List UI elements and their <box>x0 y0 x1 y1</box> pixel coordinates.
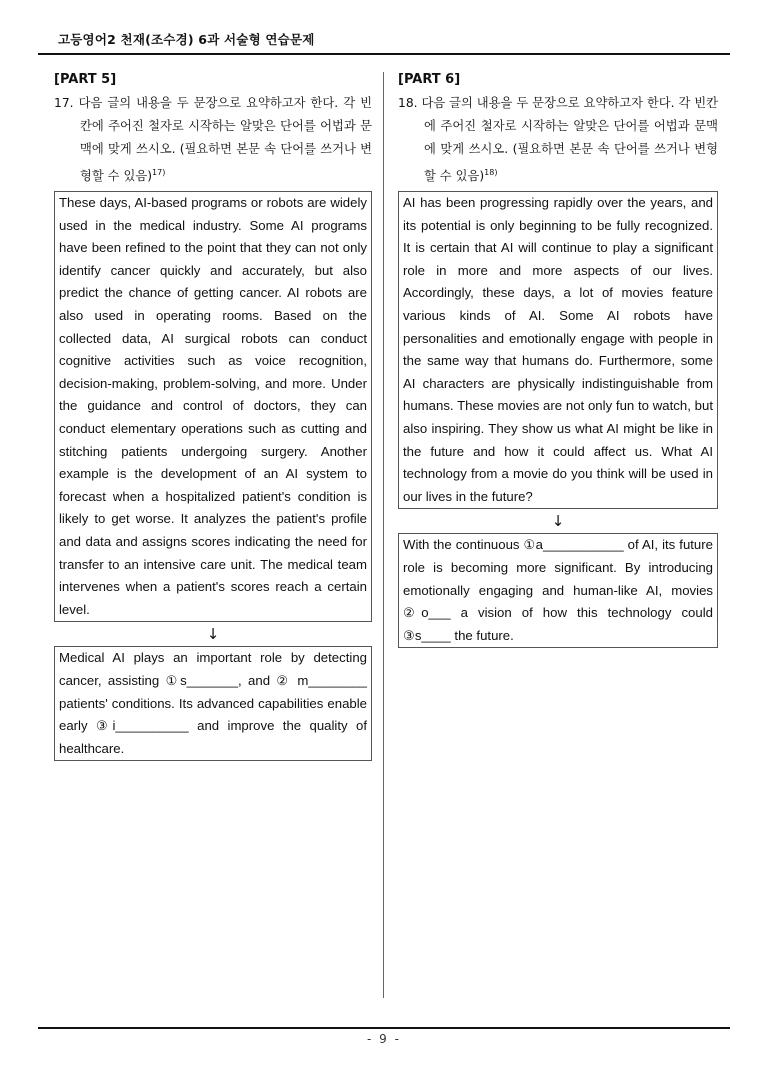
question-18-text: 18. 다음 글의 내용을 두 문장으로 요약하고자 한다. 각 빈칸에 주어진 철자로 시작하는 알맞은 단어를 어법과 문맥에 맞게 쓰시오. (필요하면 본문 속 단어를 쓰거나 변형할 수 있음) <box>398 96 718 184</box>
part5-column <box>54 70 372 761</box>
question-17 <box>54 92 372 188</box>
down-arrow-icon: ↓ <box>206 625 220 644</box>
part6-passage-box: AI has been progressing rapidly over the years, and its potential is only beginning to be fully recognized. It is certain that AI will continue to play a significant role in more and more aspects of our lives. Accordingly, these days, a lot of movies feature various kinds of AI. Some AI robots have personalities and emotionally engage with people in the same way that humans do. Furthermore, some AI characters are physically indistinguishable from humans. These movies are not only fun to watch, but also inspiring. They show us what AI might be like in the future and how it could affect us. What AI technology from a movie do you think will be used in our lives in the future? <box>398 191 718 509</box>
part5-label: [PART 5] <box>54 72 117 87</box>
footer-rule <box>38 1027 730 1029</box>
part6-column <box>398 70 718 648</box>
header-rule <box>38 53 730 55</box>
part5-passage-box: These days, AI-based programs or robots are widely used in the medical industry. Some AI programs have been refined to the point that they can not only identify cancer quickly and accurately, but also predict the chance of getting cancer. AI robots are also used in operating rooms. Based on the collected data, AI surgical robots can conduct cognitive activities such as voice recognition, decision-making, problem-solving, and more. Under the guidance and control of doctors, they can conduct elementary operations such as cutting and stitching patients undergoing surgery. Another example is the development of an AI system to forecast when a hospitalized patient's condition is likely to get worse. It analyzes the patient's profile and data and assigns scores indicating the need for transfer to an intensive care unit. The medical team intervenes when a patient's scores reach a certain level. <box>54 191 372 622</box>
question-17-text: 17. 다음 글의 내용을 두 문장으로 요약하고자 한다. 각 빈칸에 주어진 철자로 시작하는 알맞은 단어를 어법과 문맥에 맞게 쓰시오. (필요하면 본문 속 단어를 쓰거나 변형할 수 있음) <box>54 96 372 184</box>
column-divider <box>383 72 384 998</box>
page-header-title: 고등영어2 천재(조수경) 6과 서술형 연습문제 <box>58 32 315 47</box>
part6-summary-box: With the continuous ①a___________ of AI, its future role is becoming more significant. By introducing emotionally engaging and human-like AI, movies ②o___ a vision of how this technology could ③s____ the future. <box>398 533 718 648</box>
question-18 <box>398 92 718 188</box>
footnote-18: 18) <box>484 168 498 177</box>
page-number: - 9 - <box>367 1032 401 1046</box>
footnote-17: 17) <box>152 168 166 177</box>
part5-summary-box: Medical AI plays an important role by detecting cancer, assisting ①s_______, and ② m________ patients' conditions. Its advanced capabilities enable early ③i__________ and improve the quality of healthcare. <box>54 646 372 761</box>
down-arrow-icon: ↓ <box>551 512 565 531</box>
part6-label: [PART 6] <box>398 72 461 87</box>
